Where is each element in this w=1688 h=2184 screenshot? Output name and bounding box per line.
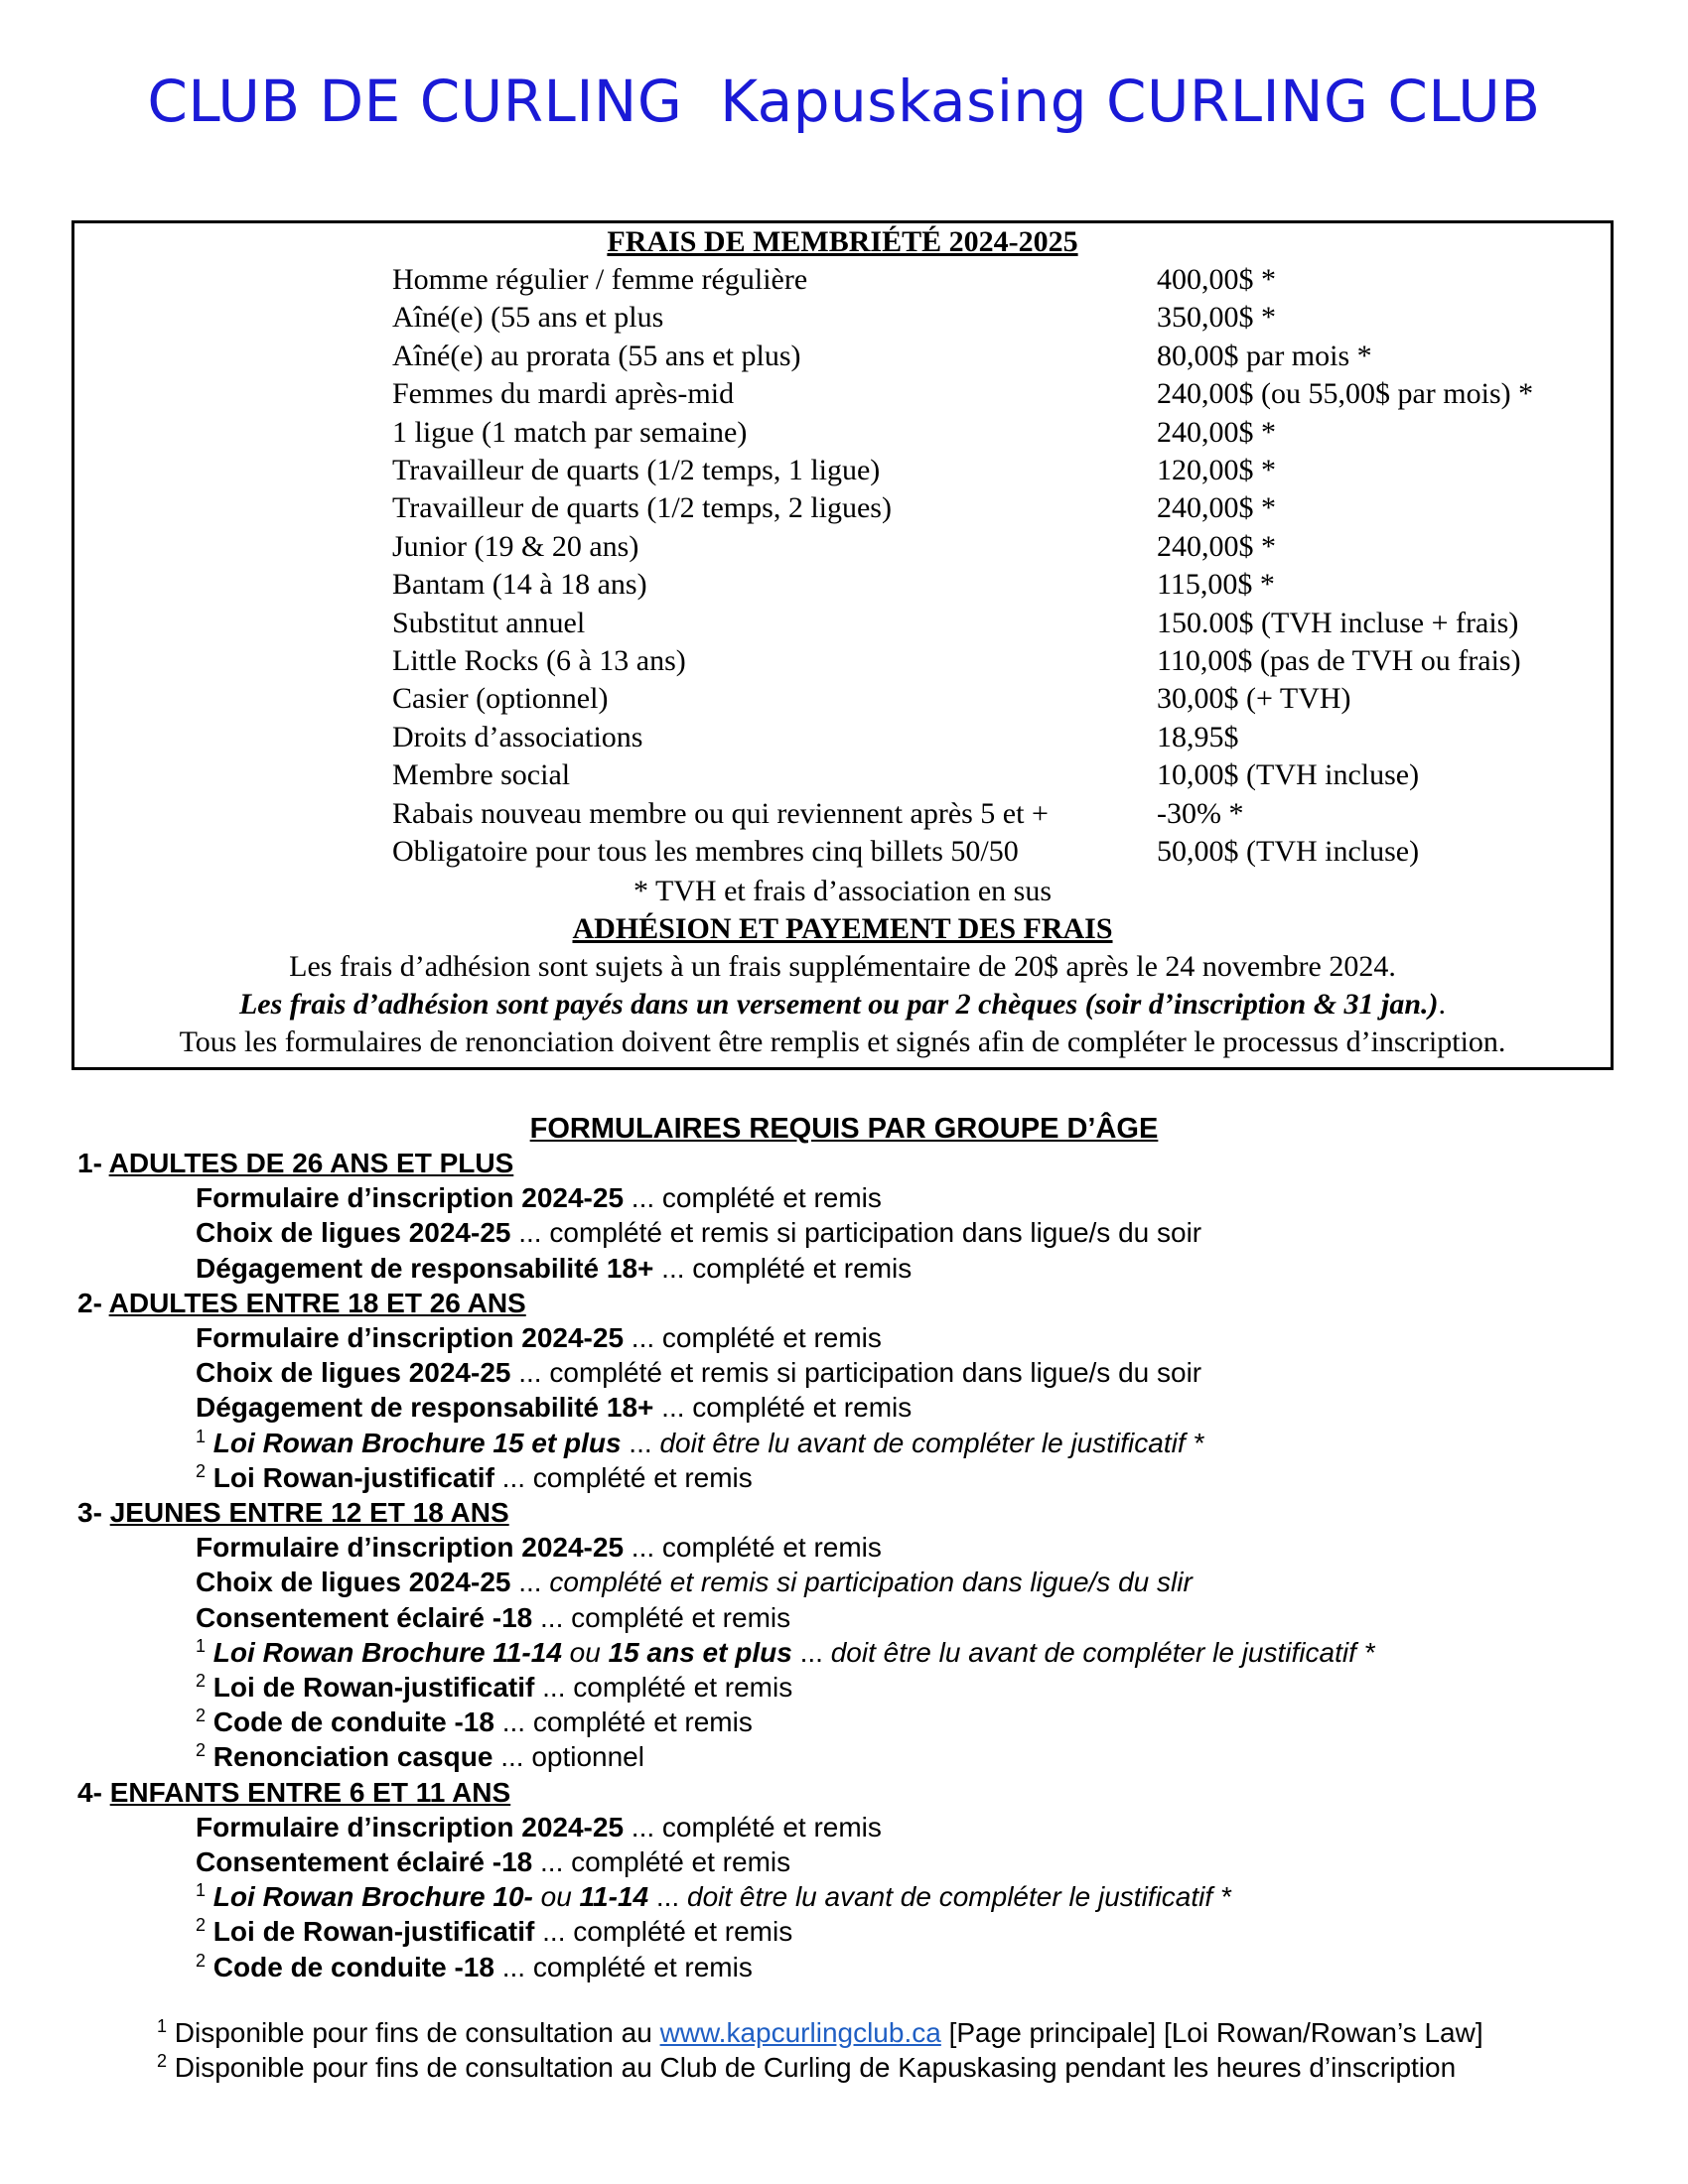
fee-row <box>74 644 1611 682</box>
required-form-item: $^2$ Renonciation casque ... optionnel <box>196 1740 644 1773</box>
fee-label: Casier (optionnel) <box>392 682 609 716</box>
fee-amount: 120,00$ * <box>1157 454 1276 486</box>
fee-label: Travailleur de quarts (1/2 temps, 1 ligue) <box>392 454 881 486</box>
fee-amount: 18,95$ <box>1157 720 1239 753</box>
fee-amount: -30% * <box>1157 796 1244 830</box>
fee-label: Membre social <box>392 758 571 792</box>
fee-label: Travailleur de quarts (1/2 temps, 2 ligues) <box>392 491 892 525</box>
fee-row <box>74 721 1611 758</box>
fee-amount: 30,00$ (+ TVH) <box>1157 682 1351 716</box>
fee-row <box>74 377 1611 415</box>
required-form-item: Formulaire d’inscription 2024-25 ... complété et remis <box>196 1182 882 1214</box>
membership-fees-box <box>71 220 1614 1070</box>
fee-label: Junior (19 & 20 ans) <box>392 529 639 563</box>
required-form-item: Choix de ligues 2024-25 ... complété et remis si participation dans ligue/s du soir <box>196 1217 1202 1249</box>
tax-note: * TVH et frais d’association en sus <box>633 875 1053 907</box>
fee-amount: 80,00$ par mois * <box>1157 339 1372 372</box>
fee-row <box>74 758 1611 796</box>
page-title: CLUB DE CURLING Kapuskasing CURLING CLUB <box>147 68 1541 135</box>
footnote-1: $^1$ Disponible pour fins de consultation au www.kapcurlingclub.ca [Page principale] [Loi Rowan/Rowan’s Law] <box>157 2016 1483 2048</box>
fee-label: Homme régulier / femme régulière <box>392 263 808 296</box>
age-group-title: 2- ADULTES ENTRE 18 ET 26 ANS <box>77 1287 526 1318</box>
required-form-item: $^2$ Code de conduite -18 ... complété et remis <box>196 1706 753 1738</box>
required-form-item: Dégagement de responsabilité 18+ ... complété et remis <box>196 1252 913 1284</box>
fee-row <box>74 835 1611 873</box>
fee-label: Droits d’associations <box>392 720 643 753</box>
required-form-item: $^2$ Loi de Rowan-justificatif ... complété et remis <box>196 1671 793 1703</box>
fee-row <box>74 263 1611 301</box>
age-group-title: 1- ADULTES DE 26 ANS ET PLUS <box>77 1148 514 1178</box>
fee-label: Bantam (14 à 18 ans) <box>392 568 647 602</box>
website-link[interactable]: www.kapcurlingclub.ca <box>659 2017 941 2048</box>
fee-amount: 240,00$ (ou 55,00$ par mois) * <box>1157 377 1534 411</box>
fee-label: Aîné(e) (55 ans et plus <box>392 301 664 335</box>
required-form-item: Consentement éclairé -18 ... complété et remis <box>196 1601 791 1633</box>
fee-label: Rabais nouveau membre ou qui reviennent après 5 et + <box>392 796 1049 830</box>
fee-row <box>74 454 1611 491</box>
required-form-item: Formulaire d’inscription 2024-25 ... complété et remis <box>196 1532 882 1564</box>
fee-label: Little Rocks (6 à 13 ans) <box>392 644 686 677</box>
fee-label: Substitut annuel <box>392 606 586 639</box>
required-form-item: Consentement éclairé -18 ... complété et remis <box>196 1846 791 1877</box>
fee-amount: 240,00$ * <box>1157 491 1276 525</box>
fee-label: Femmes du mardi après-mid <box>392 377 735 411</box>
fee-amount: 240,00$ * <box>1157 529 1276 563</box>
required-form-item: Dégagement de responsabilité 18+ ... complété et remis <box>196 1392 913 1424</box>
required-form-item: $^2$ Loi Rowan-justificatif ... complété et remis <box>196 1460 753 1493</box>
fee-row <box>74 568 1611 606</box>
fee-amount: 150.00$ (TVH incluse + frais) <box>1157 606 1519 639</box>
forms-heading: FORMULAIRES REQUIS PAR GROUPE D’ÂGE <box>529 1113 1159 1145</box>
required-form-item: Choix de ligues 2024-25 ... complété et remis si participation dans ligue/s du soir <box>196 1357 1202 1389</box>
fee-amount: 110,00$ (pas de TVH ou frais) <box>1157 644 1521 677</box>
required-form-item: $^1$ Loi Rowan Brochure 10- ou 11-14 ... doit être lu avant de compléter le justificatif * <box>196 1880 1231 1913</box>
fee-row <box>74 491 1611 529</box>
payment-heading: ADHÉSION ET PAYEMENT DES FRAIS <box>572 912 1113 945</box>
required-form-item: $^1$ Loi Rowan Brochure 11-14 ou 15 ans et plus ... doit être lu avant de compléter le justificatif * <box>196 1635 1375 1668</box>
fee-amount: 10,00$ (TVH incluse) <box>1157 758 1420 792</box>
fee-amount: 350,00$ * <box>1157 301 1276 335</box>
fee-amount: 115,00$ * <box>1157 568 1275 602</box>
fee-row <box>74 301 1611 339</box>
required-form-item: Formulaire d’inscription 2024-25 ... complété et remis <box>196 1811 882 1843</box>
payment-method-note: Les frais d’adhésion sont payés dans un versement ou par 2 chèques (soir d’inscription & 31 jan.). <box>238 988 1447 1021</box>
required-form-item: $^1$ Loi Rowan Brochure 15 et plus ... doit être lu avant de compléter le justificatif * <box>196 1426 1204 1458</box>
fee-label: Aîné(e) au prorata (55 ans et plus) <box>392 339 801 372</box>
footnote-2: $^2$ Disponible pour fins de consultation au Club de Curling de Kapuskasing pendant les heures d’inscription <box>157 2051 1457 2083</box>
payment-deadline-note: Les frais d’adhésion sont sujets à un frais supplémentaire de 20$ après le 24 novembre 2024. <box>289 950 1396 983</box>
fee-row <box>74 607 1611 644</box>
required-form-item: Choix de ligues 2024-25 ... complété et remis si participation dans ligue/s du slir <box>196 1567 1193 1598</box>
fee-amount: 240,00$ * <box>1157 415 1276 449</box>
age-group-title: 3- JEUNES ENTRE 12 ET 18 ANS <box>77 1497 509 1528</box>
fees-heading: FRAIS DE MEMBRIÉTÉ 2024-2025 <box>607 225 1078 258</box>
fee-row <box>74 416 1611 454</box>
age-group-title: 4- ENFANTS ENTRE 6 ET 11 ANS <box>77 1776 511 1808</box>
fee-amount: 400,00$ * <box>1157 263 1276 296</box>
fee-label: Obligatoire pour tous les membres cinq billets 50/50 <box>392 835 1019 868</box>
required-form-item: $^2$ Loi de Rowan-justificatif ... complété et remis <box>196 1915 793 1948</box>
waiver-note: Tous les formulaires de renonciation doivent être remplis et signés afin de compléter le processus d’inscription. <box>179 1025 1506 1058</box>
fee-row <box>74 682 1611 720</box>
required-form-item: $^2$ Code de conduite -18 ... complété et remis <box>196 1950 753 1982</box>
fee-row <box>74 340 1611 377</box>
fee-row <box>74 797 1611 835</box>
fee-label: 1 ligue (1 match par semaine) <box>392 415 748 449</box>
fee-row <box>74 530 1611 568</box>
fee-amount: 50,00$ (TVH incluse) <box>1157 835 1420 868</box>
required-form-item: Formulaire d’inscription 2024-25 ... complété et remis <box>196 1322 882 1353</box>
